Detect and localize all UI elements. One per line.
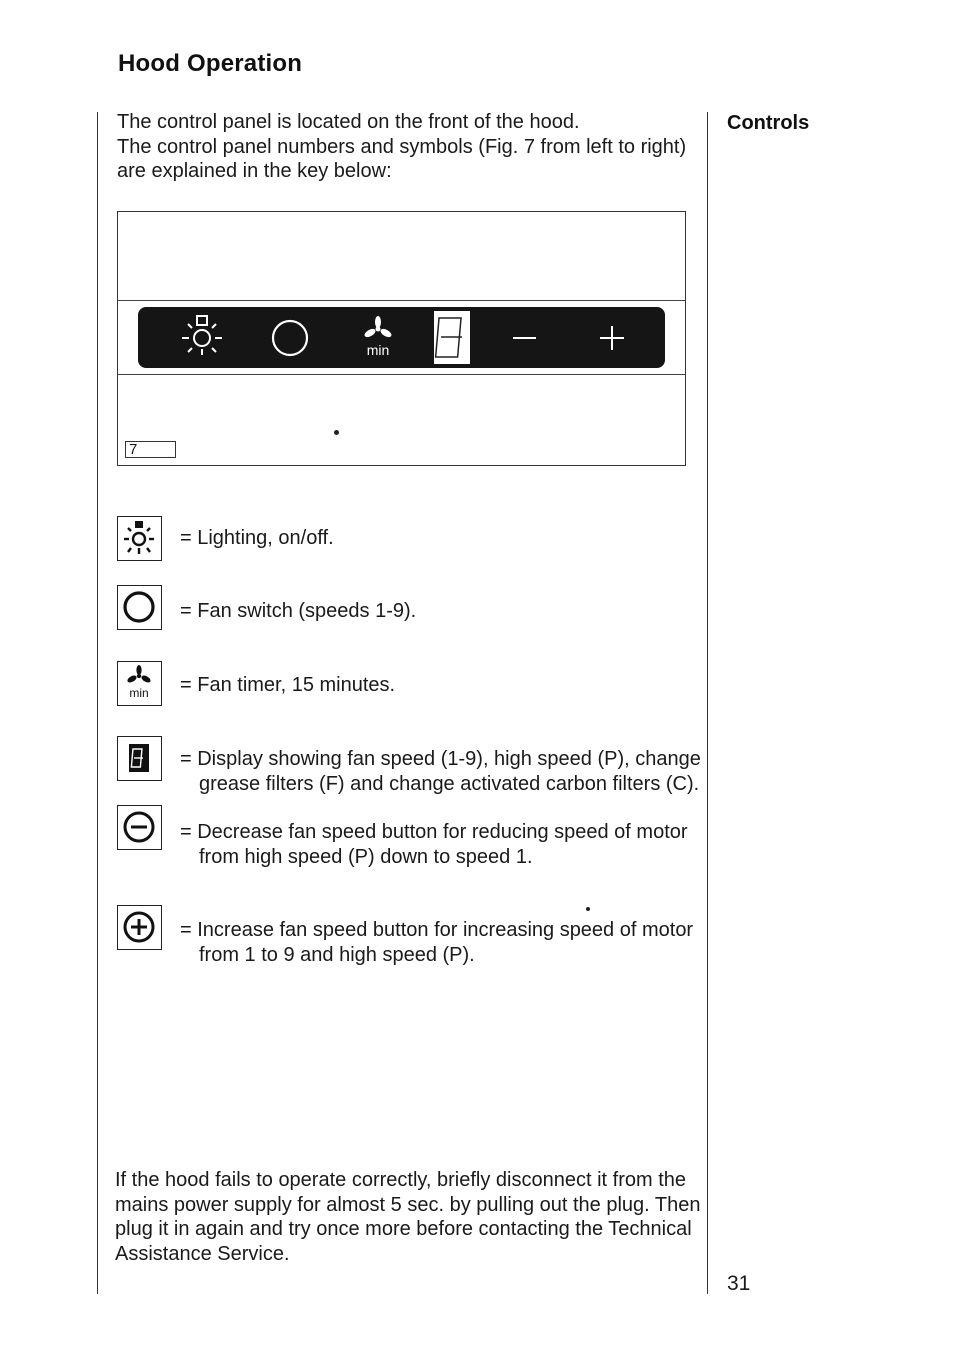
timer-min-label: min xyxy=(366,342,390,358)
fan-switch-icon xyxy=(273,321,307,355)
page-number: 31 xyxy=(727,1272,751,1295)
hood-edge-line xyxy=(118,300,685,301)
intro-line: are explained in the key below: xyxy=(117,160,392,182)
plus-icon xyxy=(600,326,624,350)
light-icon xyxy=(182,316,222,355)
svg-text:min: min xyxy=(129,686,149,700)
light-icon xyxy=(117,516,162,561)
display-icon xyxy=(117,736,162,781)
intro-line: The control panel is located on the front of the hood. xyxy=(117,111,580,133)
speck xyxy=(334,430,339,435)
speck xyxy=(586,907,590,911)
key-fan-timer-text: = Fan timer, 15 minutes. xyxy=(180,674,396,696)
intro-paragraph xyxy=(117,110,697,184)
key-increase-text: = Increase fan speed button for increasing speed of motor from 1 to 9 and high speed (P). xyxy=(180,919,694,966)
troubleshooting-paragraph: If the hood fails to operate correctly, briefly disconnect it from the mains power supply for almost 5 sec. by pulling out the plug. Then plug it in again and try once more before contacting the Technical Assistance Service. xyxy=(115,1169,701,1265)
control-panel xyxy=(138,307,665,368)
control-panel-symbols xyxy=(138,307,665,368)
intro-line: The control panel numbers and symbols (Fig. 7 from left to right) xyxy=(117,135,687,158)
key-lighting-text: = Lighting, on/off. xyxy=(180,527,334,549)
figure-number-label: 7 xyxy=(125,441,176,458)
minus-icon xyxy=(117,805,162,850)
page-title: Hood Operation xyxy=(118,50,303,77)
key-display-text: = Display showing fan speed (1-9), high speed (P), change grease filters (F) and change activated carbon filters (C). xyxy=(180,748,701,795)
figure-control-panel xyxy=(117,211,686,466)
section-heading-controls: Controls xyxy=(727,112,810,134)
fan-timer-icon xyxy=(117,661,162,706)
right-margin-rule xyxy=(707,112,708,1294)
fan-timer-icon xyxy=(363,316,393,339)
fan-switch-icon xyxy=(117,585,162,630)
display-icon xyxy=(434,311,470,364)
hood-edge-line xyxy=(118,374,685,375)
key-fan-switch-text: = Fan switch (speeds 1-9). xyxy=(180,600,417,622)
left-margin-rule xyxy=(97,112,98,1294)
plus-icon xyxy=(117,905,162,950)
key-decrease-text: = Decrease fan speed button for reducing speed of motor from high speed (P) down to speed 1. xyxy=(180,821,688,868)
